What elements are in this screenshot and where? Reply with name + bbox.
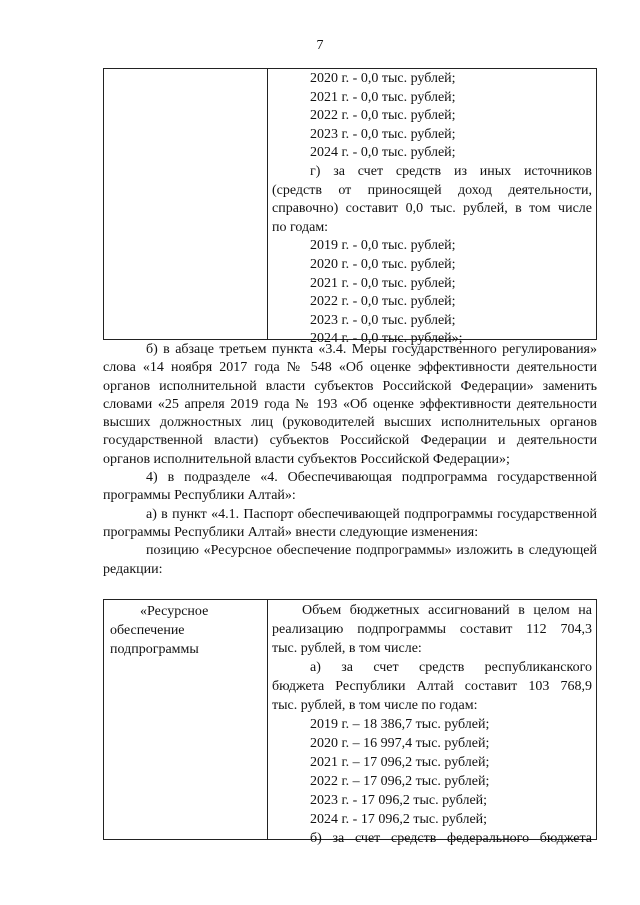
table1-right-cell [268, 69, 596, 347]
page-number: 7 [316, 38, 324, 53]
budget-line: бюджета Республики Алтай составит 103 768,9 [272, 679, 592, 694]
budget-line: Объем бюджетных ассигнований в целом на [302, 603, 592, 618]
other-sources-line: справочно) составит 0,0 тыс. рублей, в том числе [272, 201, 592, 217]
funding-line: 2021 г. - 0,0 тыс. рублей; [310, 275, 456, 291]
funding-line: 2019 г. - 0,0 тыс. рублей; [310, 238, 456, 254]
budget-line: а) за счет средств республиканского [310, 660, 592, 675]
paragraph-4: 4) в подразделе «4. Обеспечивающая подпрограмма государственной программы Республики Алтай»: [103, 470, 597, 504]
left-cell-line: обеспечение [110, 623, 185, 638]
table2-right-cell [268, 600, 596, 846]
budget-line: тыс. рублей, в том числе: [272, 641, 422, 656]
funding-line: 2020 г. - 0,0 тыс. рублей; [310, 256, 456, 272]
left-cell-line: «Ресурсное [140, 604, 209, 619]
funding-line: 2022 г. - 0,0 тыс. рублей; [310, 294, 456, 310]
other-sources-line: г) за счет средств из иных источников [310, 163, 592, 179]
paragraph-b: б) в абзаце третьем пункта «3.4. Меры государственного регулирования» слова «14 ноября 2017 года № 548 «Об оценке эффективности деятельности органов исполнительной власти субъектов Российской Федерации» заменить словами «25 апреля 2019 года № 193 «Об оценке эффективности деятельности высших должностных лиц (руководителей высших исполнительных органов государственной власти) субъектов Российской Федерации и деятельности органов исполнительной власти субъектов Российской Федерации»; [103, 342, 597, 467]
funding-line: 2024 г. - 17 096,2 тыс. рублей; [310, 812, 488, 827]
table2-left-cell [104, 600, 268, 839]
paragraph-a: а) в пункт «4.1. Паспорт обеспечивающей подпрограммы государственной программы Республики Алтай» внести следующие изменения: [103, 506, 597, 540]
funding-line: 2022 г. - 0,0 тыс. рублей; [310, 108, 456, 124]
funding-line: 2024 г. - 0,0 тыс. рублей; [310, 145, 456, 161]
paragraph-position: позицию «Ресурсное обеспечение подпрограммы» изложить в следующей редакции: [103, 543, 597, 577]
funding-line: 2023 г. - 17 096,2 тыс. рублей; [310, 793, 488, 808]
resource-table [103, 599, 597, 846]
document-body [103, 341, 597, 579]
other-sources-line: по годам: [272, 219, 329, 235]
other-sources-line: (средств от приносящей доход деятельности, [272, 182, 592, 198]
left-cell-line: подпрограммы [110, 642, 199, 657]
table1-left-cell [104, 69, 268, 339]
budget-line: реализацию подпрограммы составит 112 704,3 [272, 622, 592, 637]
budget-line: б) за счет средств федерального бюджета [310, 831, 592, 846]
funding-line: 2021 г. - 0,0 тыс. рублей; [310, 89, 456, 105]
funding-line: 2023 г. - 0,0 тыс. рублей; [310, 312, 456, 328]
resource-table-continued [103, 68, 597, 347]
funding-line: 2020 г. – 16 997,4 тыс. рублей; [310, 736, 490, 751]
funding-line: 2022 г. – 17 096,2 тыс. рублей; [310, 774, 490, 789]
funding-line: 2021 г. – 17 096,2 тыс. рублей; [310, 755, 490, 770]
funding-line: 2024 г. - 0,0 тыс. рублей»; [310, 331, 463, 347]
budget-line: тыс. рублей, в том числе по годам: [272, 698, 478, 713]
funding-line: 2019 г. – 18 386,7 тыс. рублей; [310, 717, 490, 732]
funding-line: 2020 г. - 0,0 тыс. рублей; [310, 71, 456, 86]
funding-line: 2023 г. - 0,0 тыс. рублей; [310, 126, 456, 142]
